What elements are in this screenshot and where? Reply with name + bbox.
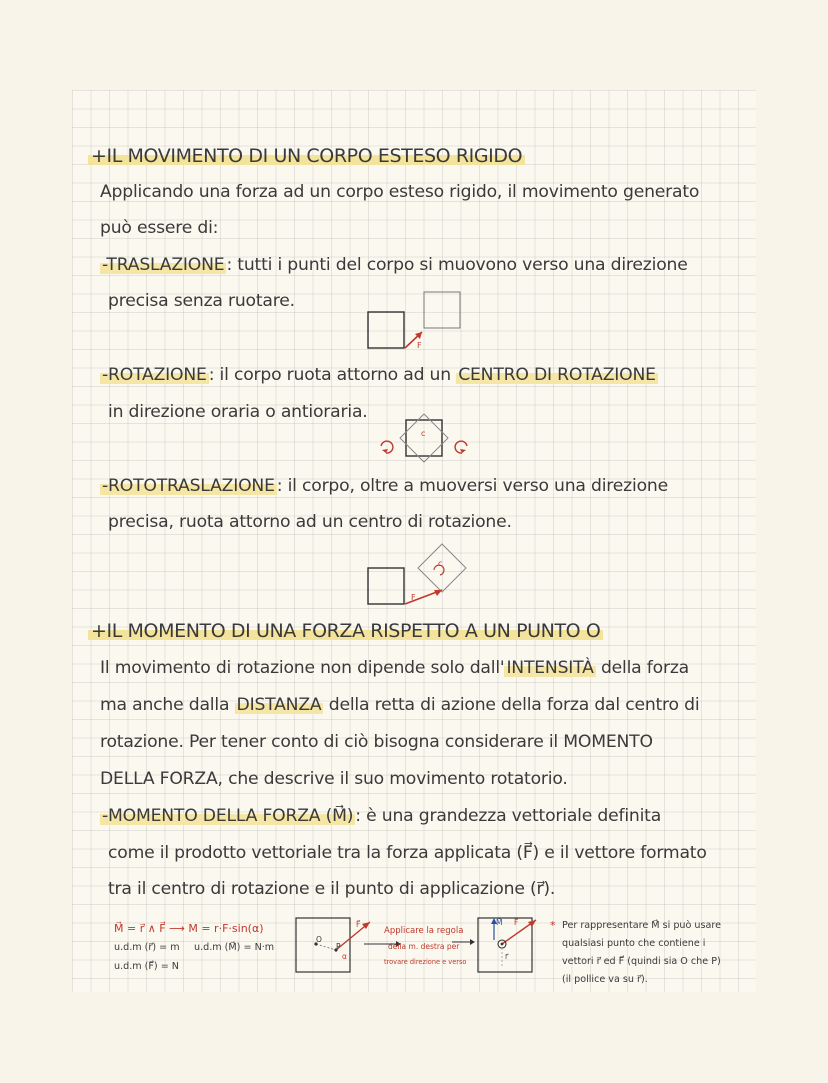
rototraslazione-term: -ROTOTRASLAZIONE: [102, 476, 275, 496]
svg-text:c: c: [438, 559, 443, 568]
fig3-label-r: r⃗: [505, 952, 509, 961]
moment-diagram-2: [452, 938, 476, 946]
fig1-label-alpha: α: [342, 952, 347, 961]
rotazione-term: -ROTAZIONE: [102, 365, 207, 385]
traslazione-line-2: precisa senza ruotare.: [108, 291, 295, 311]
traslazione-line-1: -TRASLAZIONE : tutti i punti del corpo si muovono verso una direzione: [102, 255, 688, 275]
intensita-term: INTENSITÀ: [506, 658, 594, 678]
section2-title: +IL MOMENTO DI UNA FORZA RISPETTO A UN PUNTO O: [88, 620, 603, 642]
grid-paper-page: [72, 90, 756, 992]
side-note-line-3: vettori r⃗ ed F⃗ (quindi sia O che P): [562, 956, 721, 967]
unit-f: u.d.m (F⃗) = N: [114, 961, 179, 972]
rule-line-1: Applicare la regola: [384, 926, 464, 936]
distanza-term: DISTANZA: [236, 695, 322, 715]
section2-line-4: DELLA FORZA, che descrive il suo movimento rotatorio.: [100, 769, 568, 789]
fig1-label-f: F⃗: [356, 920, 361, 929]
rotazione-diagram: [364, 412, 484, 464]
rule-line-2: della m. destra per: [388, 942, 460, 951]
fig3-label-m: M⃗: [496, 918, 503, 927]
intro-line-1: Applicando una forza ad un corpo esteso rigido, il movimento generato: [100, 182, 700, 202]
traslazione-term: -TRASLAZIONE: [102, 255, 225, 275]
rototraslazione-line-2: precisa, ruota attorno ad un centro di rotazione.: [108, 512, 512, 532]
section2-line-3: rotazione. Per tener conto di ciò bisogna considerare il MOMENTO: [100, 732, 653, 752]
rotazione-line-1: -ROTAZIONE : il corpo ruota attorno ad un CENTRO DI ROTAZIONE: [102, 365, 656, 385]
fig1-label-o: O: [316, 935, 322, 944]
section1-title: +IL MOVIMENTO DI UN CORPO ESTESO RIGIDO: [88, 145, 525, 167]
svg-text:F: F: [411, 593, 416, 602]
traslazione-diagram: [362, 290, 472, 360]
svg-text:c: c: [421, 429, 426, 438]
side-note-bullet: *: [550, 919, 556, 932]
formula: M⃗ = r⃗ ∧ F⃗ ⟶ M = r·F·sin(α): [114, 922, 264, 935]
side-note-line-4: (il pollice va su r⃗).: [562, 974, 648, 985]
rotazione-line-2: in direzione oraria o antioraria.: [108, 402, 368, 422]
fig3-label-f: F⃗: [514, 918, 519, 927]
svg-text:F: F: [417, 341, 422, 350]
side-note-line-2: qualsiasi punto che contiene i: [562, 938, 706, 949]
definition-line-3: tra il centro di rotazione e il punto di applicazione (r⃗).: [108, 879, 556, 899]
centro-rotazione-term: CENTRO DI ROTAZIONE: [458, 365, 656, 385]
momento-forza-term: -MOMENTO DELLA FORZA (M⃗): [102, 806, 354, 826]
rule-line-3: trovare direzione e verso: [384, 958, 467, 966]
unit-m: u.d.m (M⃗) = N·m: [194, 942, 275, 953]
section2-line-1: Il movimento di rotazione non dipende solo dall' INTENSITÀ della forza: [100, 658, 689, 678]
intro-line-2: può essere di:: [100, 218, 219, 238]
unit-r: u.d.m (r⃗) = m: [114, 942, 180, 953]
section2-line-2: ma anche dalla DISTANZA della retta di azione della forza dal centro di: [100, 695, 700, 715]
rototraslazione-diagram: [362, 540, 472, 610]
side-note-line-1: Per rappresentare M⃗ si può usare: [562, 920, 722, 931]
moment-diagram-3: [476, 916, 546, 974]
definition-line-2: come il prodotto vettoriale tra la forza applicata (F⃗) e il vettore formato: [108, 843, 707, 863]
definition-line-1: -MOMENTO DELLA FORZA (M⃗) : è una grandezza vettoriale definita: [102, 806, 662, 826]
rototraslazione-line-1: -ROTOTRASLAZIONE : il corpo, oltre a muoversi verso una direzione: [102, 476, 668, 496]
fig1-label-p: P: [336, 942, 341, 951]
